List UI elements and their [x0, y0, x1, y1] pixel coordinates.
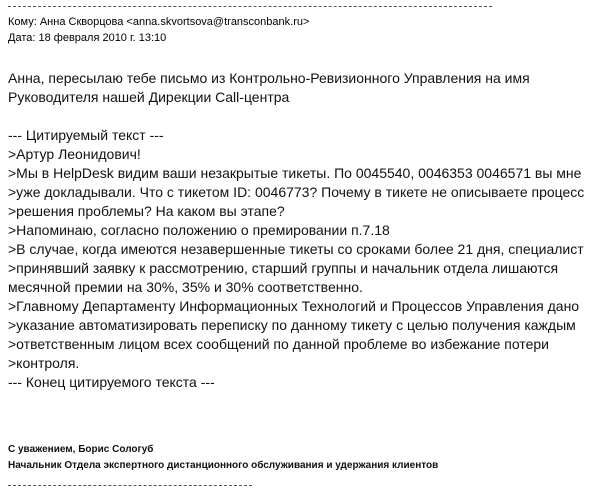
intro-line: Руководителя нашей Дирекции Call-центра [8, 89, 290, 105]
blank-line [8, 107, 593, 126]
to-label: Кому: [8, 16, 37, 28]
top-separator [8, 6, 492, 7]
to-row [8, 14, 309, 30]
quoted-line: >ответственным лицом всех сообщений по данной проблеме во избежание потери [8, 336, 549, 352]
quote-end: --- Конец цитируемого текста --- [8, 374, 215, 390]
quoted-line: >решения проблемы? На каком вы этапе? [8, 203, 285, 219]
signature-greeting: С уважением, Борис Сологуб [8, 444, 154, 455]
signature [8, 442, 438, 474]
quoted-line: >уже докладывали. Что с тикетом ID: 0046773? Почему в тикете не описываете процесс [8, 184, 585, 200]
intro-line: Анна, пересылаю тебе письмо из Контрольно-Ревизионного Управления на имя [8, 70, 530, 86]
quote-start: --- Цитируемый текст --- [8, 127, 164, 143]
bottom-separator [8, 485, 252, 486]
signature-position: Начальник Отдела экспертного дистанционного обслуживания и удержания клиентов [8, 460, 439, 471]
quoted-line: >Артур Леонидович! [8, 146, 141, 162]
date-value: 18 февраля 2010 г. 13:10 [38, 32, 167, 44]
email-body [8, 69, 593, 392]
date-row [8, 30, 309, 46]
quoted-line: >принявший заявку к рассмотрению, старший группы и начальник отдела лишаются [8, 260, 559, 276]
quoted-line: >В случае, когда имеются незавершенные тикеты со сроками более 21 дня, специалист [8, 241, 584, 257]
quoted-line: >указание автоматизировать переписку по данному тикету с целью получения каждым [8, 317, 576, 333]
quoted-line: >Мы в HelpDesk видим ваши незакрытые тикеты. По 0045540, 0046353 0046571 вы мне [8, 165, 582, 181]
quoted-line: >Напоминаю, согласно положению о премировании п.7.18 [8, 222, 390, 238]
email-header [8, 14, 309, 46]
quoted-line: месячной премии на 30%, 35% и 30% соответственно. [8, 279, 363, 295]
to-value[interactable]: Анна Скворцова <anna.skvortsova@transconbank.ru> [39, 16, 310, 28]
date-label: Дата: [8, 32, 36, 44]
quoted-line: >контроля. [8, 355, 80, 371]
quoted-line: >Главному Департаменту Информационных Технологий и Процессов Управления дано [8, 298, 580, 314]
